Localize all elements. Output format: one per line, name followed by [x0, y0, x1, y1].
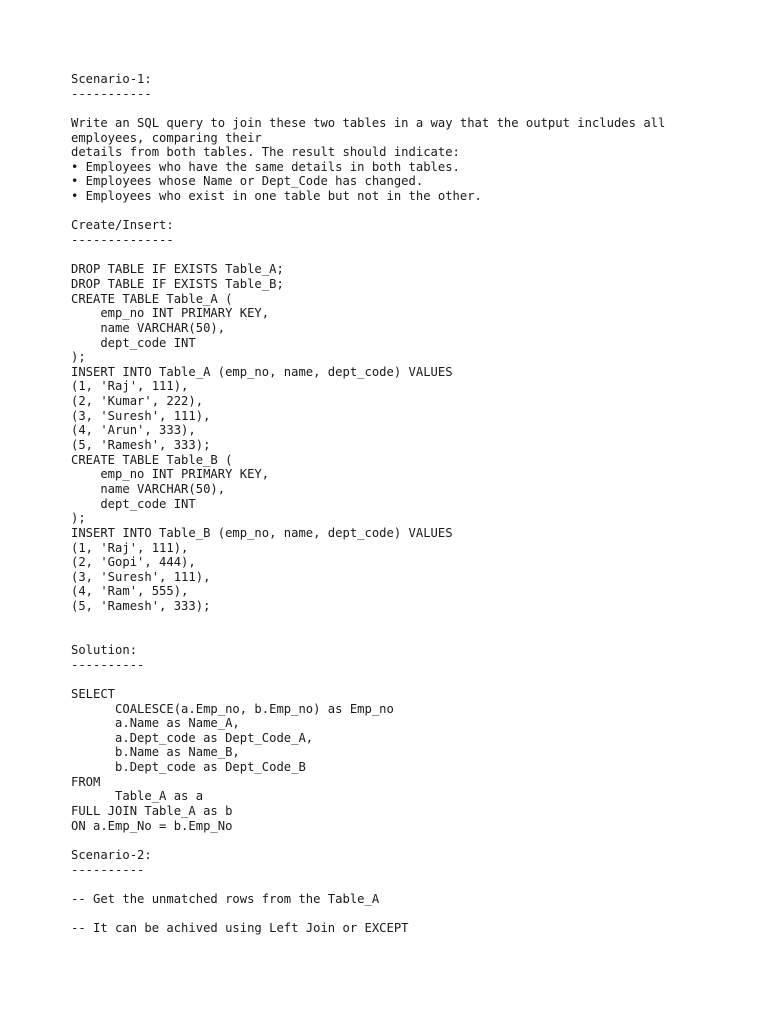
- text-line: dept_code INT: [71, 496, 196, 511]
- text-line: (1, 'Raj', 111),: [71, 540, 189, 555]
- text-line: Write an SQL query to join these two tables in a way that the output includes all: [71, 115, 666, 130]
- text-line: emp_no INT PRIMARY KEY,: [71, 467, 270, 482]
- text-line: ----------: [71, 657, 145, 672]
- text-line: -- It can be achived using Left Join or EXCEPT: [71, 921, 409, 936]
- text-line: (2, 'Kumar', 222),: [71, 394, 204, 409]
- text-line: • Employees whose Name or Dept_Code has changed.: [71, 174, 424, 189]
- text-line: [71, 628, 751, 643]
- text-line: -- Get the unmatched rows from the Table_A: [71, 891, 380, 906]
- text-line: Solution:: [71, 642, 138, 657]
- text-line: details from both tables. The result should indicate:: [71, 145, 460, 160]
- text-line: (3, 'Suresh', 111),: [71, 569, 211, 584]
- text-line: (3, 'Suresh', 111),: [71, 408, 211, 423]
- text-line: [71, 907, 751, 922]
- text-line: --------------: [71, 233, 174, 248]
- text-line: [71, 672, 751, 687]
- text-line: name VARCHAR(50),: [71, 320, 226, 335]
- text-line: SELECT: [71, 686, 116, 701]
- text-line: [71, 614, 751, 629]
- text-line: • Employees who exist in one table but not in the other.: [71, 189, 482, 204]
- text-line: (4, 'Ram', 555),: [71, 584, 189, 599]
- text-line: DROP TABLE IF EXISTS Table_A;: [71, 262, 284, 277]
- text-line: CREATE TABLE Table_B (: [71, 452, 233, 467]
- document-page: [71, 72, 751, 936]
- text-line: Scenario-2:: [71, 847, 152, 862]
- text-line: DROP TABLE IF EXISTS Table_B;: [71, 276, 284, 291]
- text-line: (2, 'Gopi', 444),: [71, 555, 196, 570]
- text-line: (1, 'Raj', 111),: [71, 379, 189, 394]
- text-line: -----------: [71, 86, 152, 101]
- text-line: FULL JOIN Table_A as b: [71, 804, 233, 819]
- text-line: Create/Insert:: [71, 218, 174, 233]
- text-line: INSERT INTO Table_A (emp_no, name, dept_code) VALUES: [71, 364, 453, 379]
- text-line: (4, 'Arun', 333),: [71, 423, 196, 438]
- text-line: Scenario-1:: [71, 72, 152, 86]
- text-line: FROM: [71, 774, 101, 789]
- text-line: employees, comparing their: [71, 130, 262, 145]
- text-line: b.Dept_code as Dept_Code_B: [71, 760, 306, 775]
- text-line: name VARCHAR(50),: [71, 481, 226, 496]
- text-line: COALESCE(a.Emp_no, b.Emp_no) as Emp_no: [71, 701, 394, 716]
- text-line: [71, 248, 751, 263]
- text-line: CREATE TABLE Table_A (: [71, 291, 233, 306]
- text-line: emp_no INT PRIMARY KEY,: [71, 306, 270, 321]
- text-line: );: [71, 511, 86, 526]
- text-line: a.Dept_code as Dept_Code_A,: [71, 730, 314, 745]
- text-line: ----------: [71, 862, 145, 877]
- text-line: a.Name as Name_A,: [71, 716, 240, 731]
- text-line: dept_code INT: [71, 335, 196, 350]
- text-line: (5, 'Ramesh', 333);: [71, 438, 211, 453]
- text-line: );: [71, 350, 86, 365]
- text-line: [71, 101, 751, 116]
- text-line: b.Name as Name_B,: [71, 745, 240, 760]
- text-line: [71, 204, 751, 219]
- text-line: Table_A as a: [71, 789, 204, 804]
- text-line: INSERT INTO Table_B (emp_no, name, dept_code) VALUES: [71, 525, 453, 540]
- text-line: ON a.Emp_No = b.Emp_No: [71, 818, 233, 833]
- text-line: • Employees who have the same details in both tables.: [71, 159, 460, 174]
- text-line: [71, 877, 751, 892]
- text-line: (5, 'Ramesh', 333);: [71, 599, 211, 614]
- text-line: [71, 833, 751, 848]
